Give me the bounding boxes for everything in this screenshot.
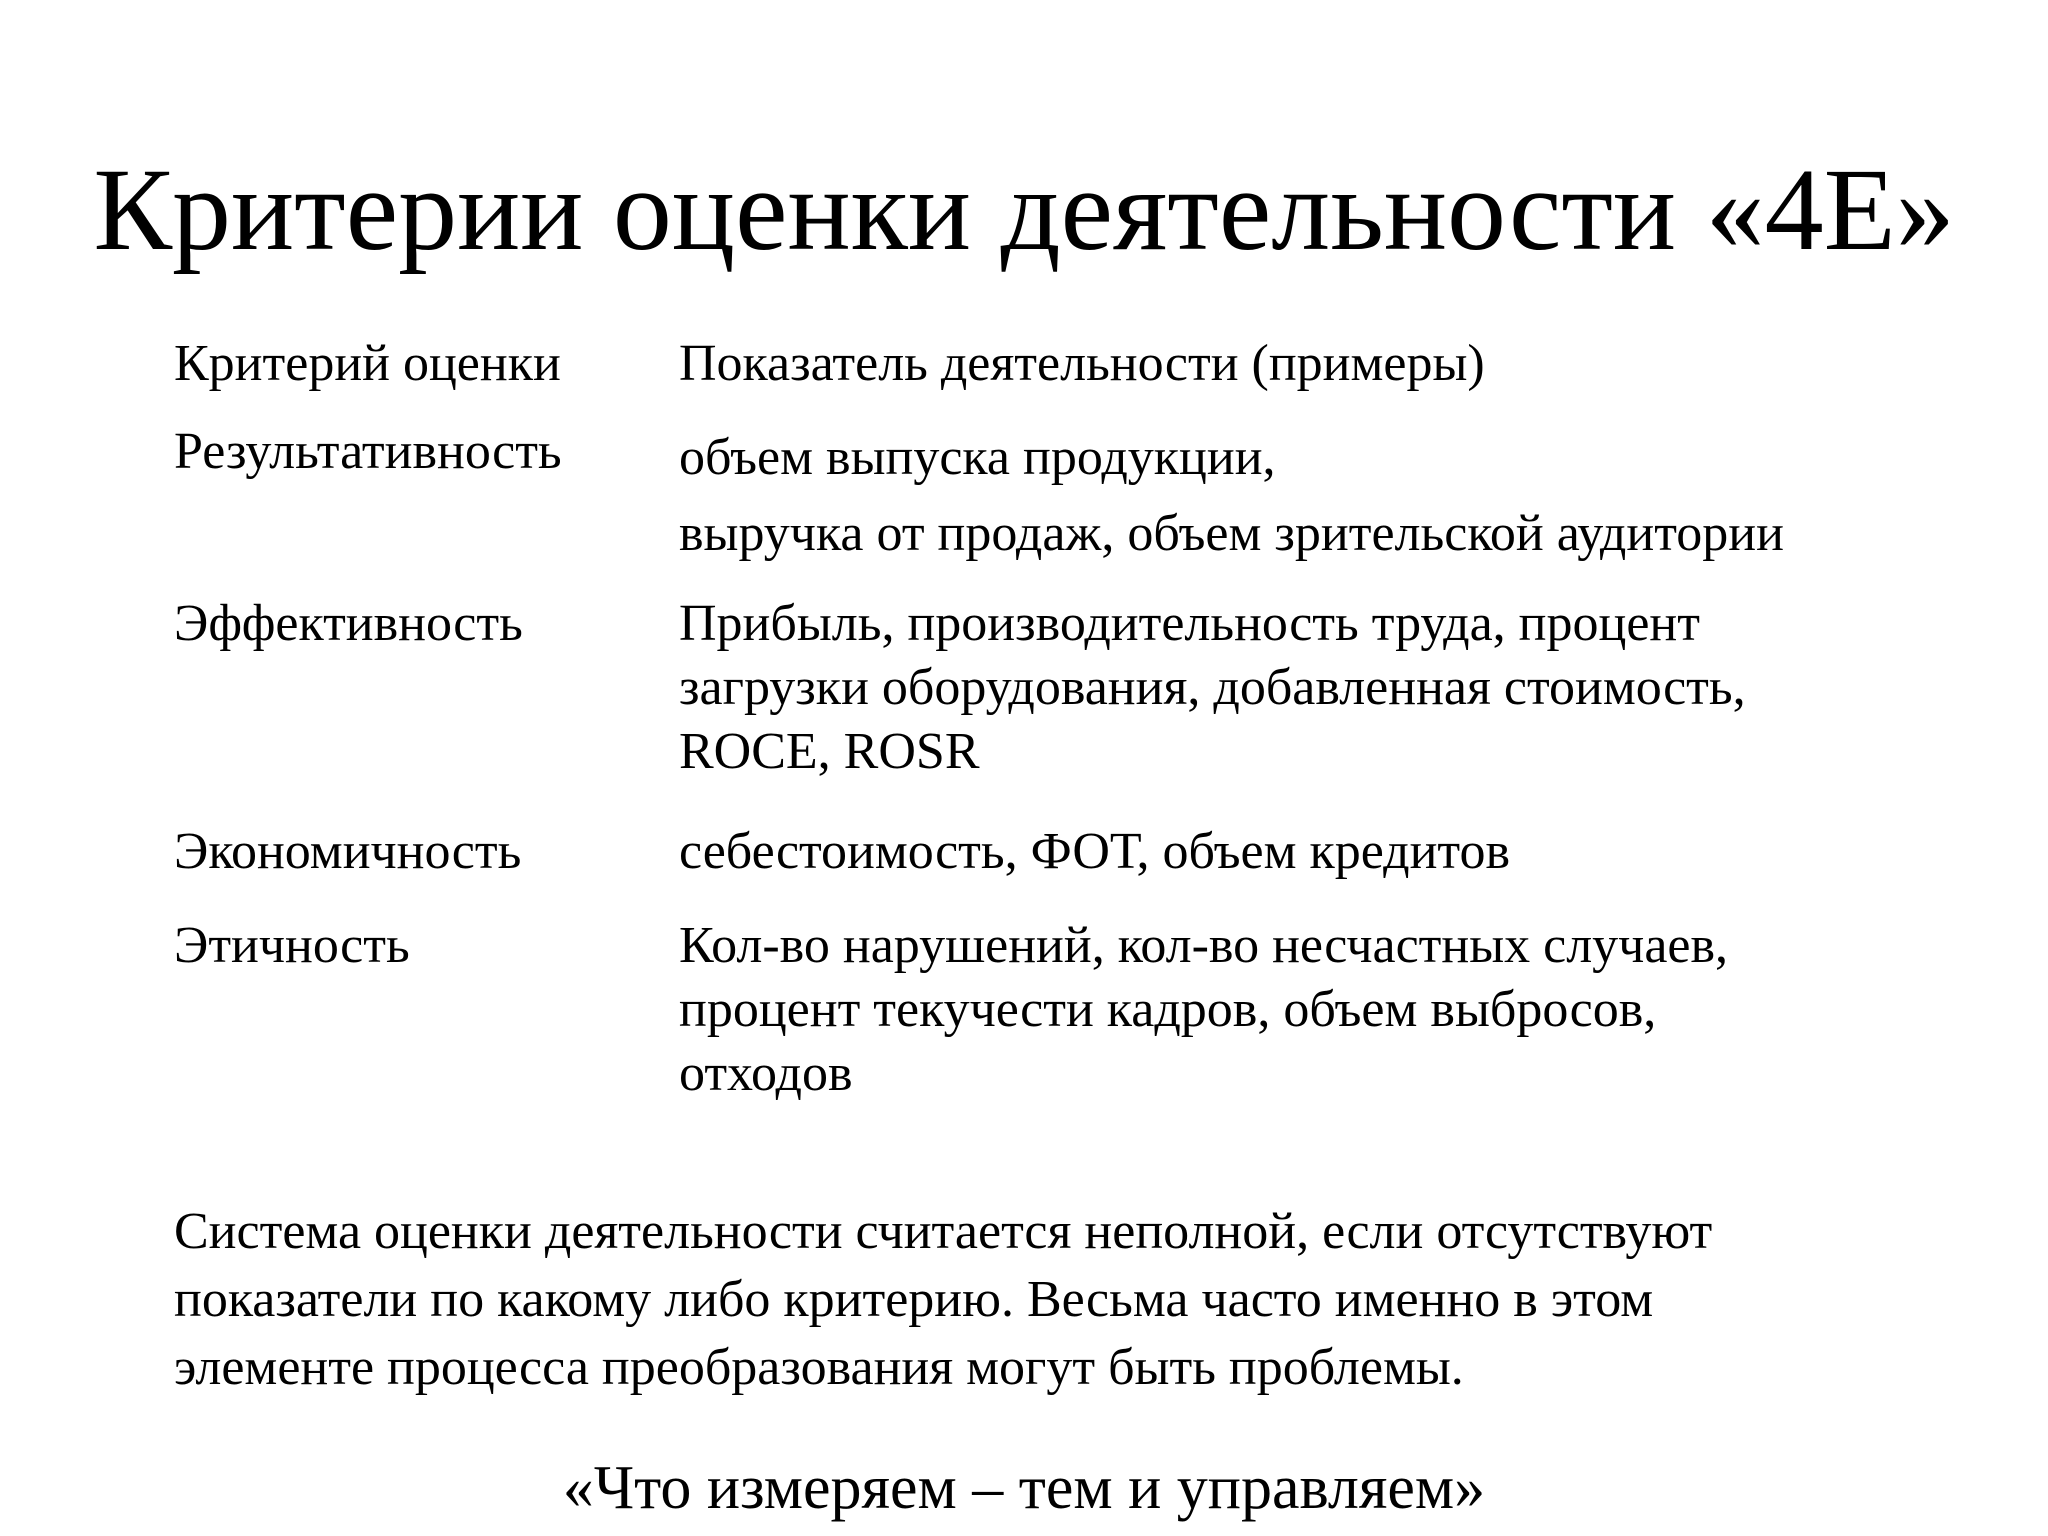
indicator-text xyxy=(679,820,1939,884)
indicator-line: ROCE, ROSR xyxy=(679,723,980,780)
note-line: Система оценки деятельности считается неполной, если отсутствуют xyxy=(174,1203,1713,1260)
indicator-line: Кол-во нарушений, кол-во несчастных случаев, xyxy=(679,917,1729,974)
criterion-label: Экономичность xyxy=(174,823,522,880)
indicator-line: отходов xyxy=(679,1045,853,1102)
indicator-line: объем выпуска продукции, xyxy=(679,429,1276,486)
note-paragraph xyxy=(174,1198,1934,1402)
indicator-line: загрузки оборудования, добавленная стоимость, xyxy=(679,659,1746,716)
indicator-line: Прибыль, производительность труда, процент xyxy=(679,595,1700,652)
header-criterion: Критерий оценки xyxy=(174,335,561,392)
indicator-line: процент текучести кадров, объем выбросов, xyxy=(679,981,1657,1038)
criterion-label: Эффективность xyxy=(174,595,523,652)
note-line: элементе процесса преобразования могут быть проблемы. xyxy=(174,1339,1464,1396)
criterion-label: Этичность xyxy=(174,917,410,974)
criterion-label: Результативность xyxy=(174,423,562,480)
indicator-text xyxy=(679,914,1939,1106)
note-line: показатели по какому либо критерию. Весьма часто именно в этом xyxy=(174,1271,1654,1328)
slide-title: Критерии оценки деятельности «4E» xyxy=(93,144,1955,275)
indicator-text xyxy=(679,592,1939,784)
header-indicator: Показатель деятельности (примеры) xyxy=(679,335,1485,392)
indicator-text xyxy=(679,420,1939,572)
motto-quote: «Что измеряем – тем и управляем» xyxy=(562,1454,1486,1522)
indicator-line: себестоимость, ФОТ, объем кредитов xyxy=(679,823,1511,880)
indicator-line: выручка от продаж, объем зрительской аудитории xyxy=(679,505,1784,562)
